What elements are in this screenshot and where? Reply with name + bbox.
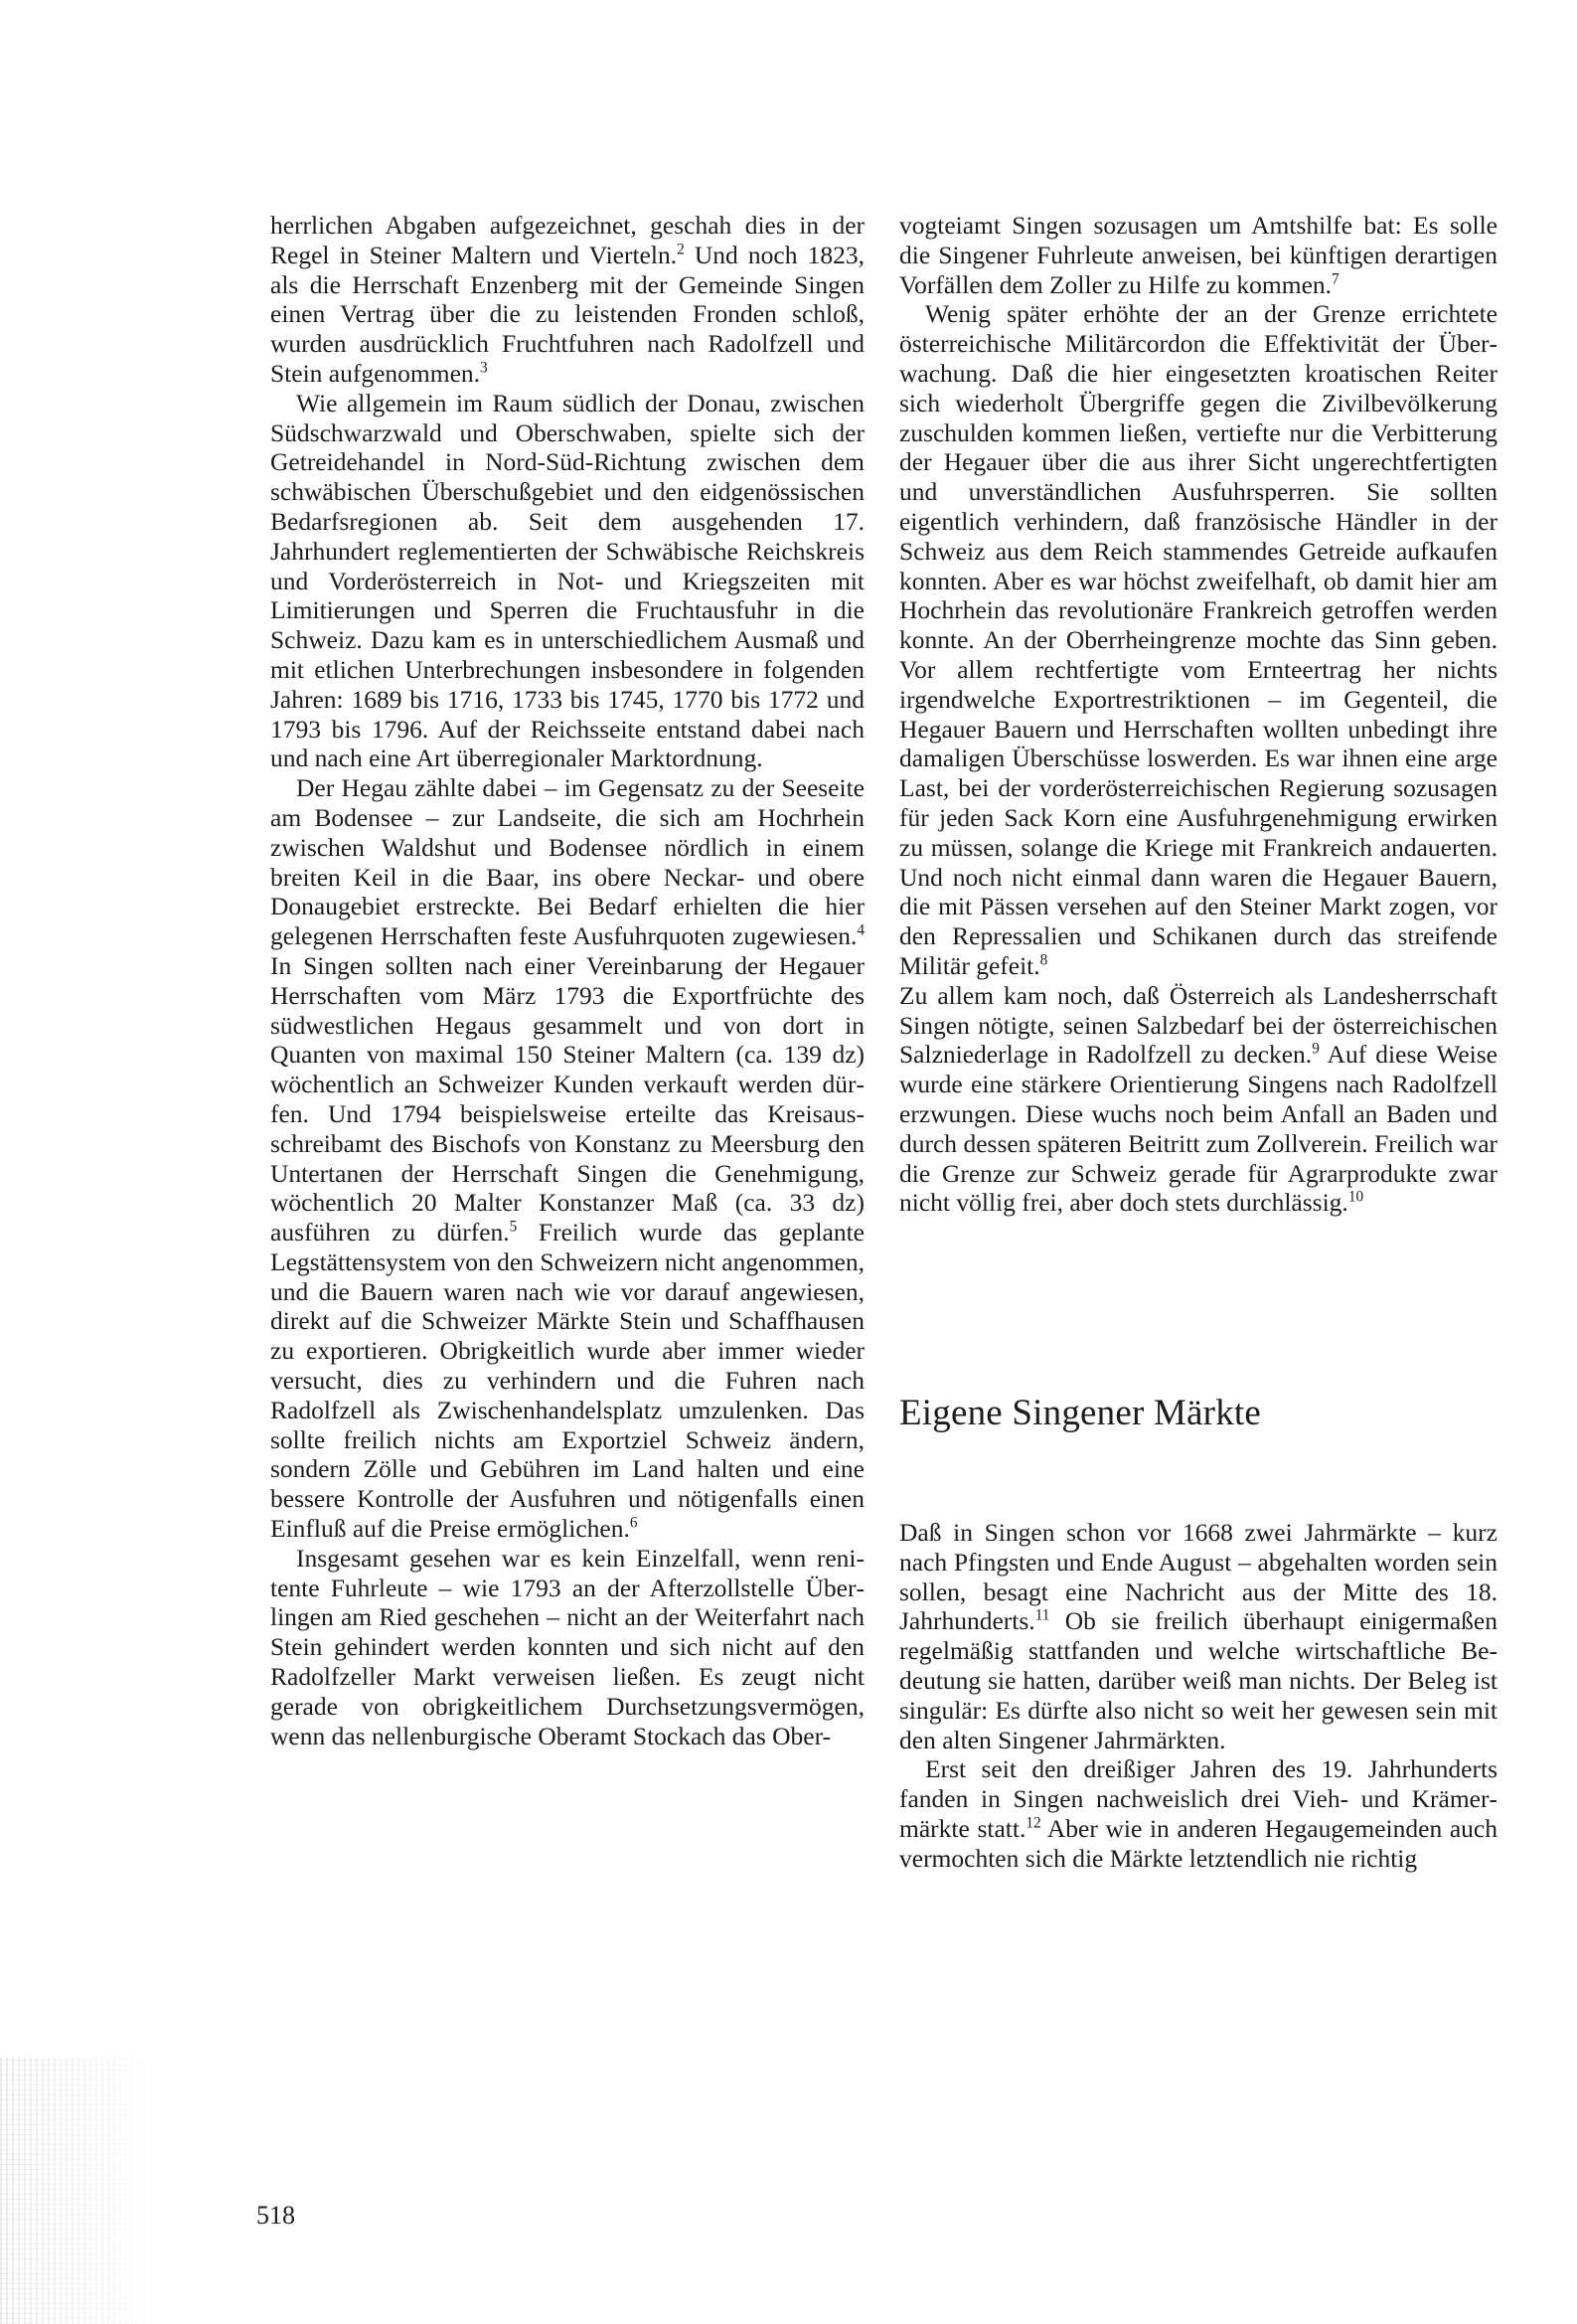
paragraph: Daß in Singen schon vor 1668 zwei Jahrmärkte – kurz nach Pfingsten und Ende August – abgehalten worden sein sollen, besagt eine Nachricht aus der Mitte des 18. Jahrhunderts.$^{11}$ Ob sie freilich überhaupt einigermaßen regelmäßig stattfanden und welche wirtschaftliche Bedeutung sie hatten, darüber weiß man nichts. Der Beleg ist singulär: Es dürfte also nicht so weit her gewesen sein mit den alten Singener Jahrmärkten.: [899, 1518, 1498, 1754]
paragraph: Der Hegau zählte dabei – im Gegensatz zu der Seeseite am Bodensee – zur Landseite, die sich am Hochrhein zwischen Waldshut und Bodensee nördlich in einem breiten Keil in die Baar, ins obere Neckar- und obere Donaugebiet erstreckte. Bei Bedarf erhielten die hier gelegenen Herrschaften feste Ausfuhrquoten zugewiesen.$^4$ In Singen sollten nach einer Vereinbarung der Hegauer Herrschaften vom März 1793 die Exportfrüchte des südwestlichen Hegaus gesammelt und von dort in Quanten von maximal 150 Steiner Maltern (ca. 139 dz) wöchentlich an Schweizer Kunden verkauft werden dürfen. Und 1794 beispielsweise erteilte das Kreisausschreibamt des Bischofs von Konstanz zu Meersburg den Untertanen der Herrschaft Singen die Genehmigung, wöchentlich 20 Malter Konstanzer Maß (ca. 33 dz) ausführen zu dürfen.$^5$ Freilich wurde das geplante Legstättensystem von den Schweizern nicht angenommen, und die Bauern waren nach wie vor darauf angewiesen, direkt auf die Schweizer Märkte Stein und Schaffhausen zu exportieren. Obrigkeitlich wurde aber immer wieder versucht, dies zu verhindern und die Fuhren nach Radolfzell als Zwischenhandelsplatz umzulenken. Das sollte freilich nichts am Exportziel Schweiz ändern, sondern Zölle und Gebühren im Land halten und eine bessere Kontrolle der Ausfuhren und nötigenfalls einen Einfluß auf die Preise ermöglichen.$^6$: [270, 773, 865, 1544]
paragraph: Wie allgemein im Raum südlich der Donau, zwischen Südschwarzwald und Oberschwaben, spielte sich der Getreidehandel in Nord-Süd-Richtung zwischen dem schwäbischen Überschußgebiet und den eidgenössischen Bedarfsregionen ab. Seit dem ausgehenden 17. Jahrhundert reglementierten der Schwäbische Reichskreis und Vorderösterreich in Not- und Kriegszeiten mit Limitierungen und Sperren die Fruchtausfuhr in die Schweiz. Dazu kam es in unterschiedlichem Ausmaß und mit etlichen Unterbrechungen insbesondere in folgenden Jahren: 1689 bis 1716, 1733 bis 1745, 1770 bis 1772 und 1793 bis 1796. Auf der Reichsseite entstand dabei nach und nach eine Art überregionaler Marktordnung.: [270, 388, 865, 773]
footnote-ref: 4: [857, 921, 865, 939]
paragraph: Wenig später erhöhte der an der Grenze errichtete österreichische Militärcordon die Effektivität der Überwachung. Daß die hier eingesetzten kroatischen Reiter sich wiederholt Übergriffe gegen die Zivilbevölkerung zuschulden kommen ließen, vertiefte nur die Verbitterung der Hegauer über die aus ihrer Sicht ungerechtfertigten und unverständlichen Ausfuhrsperren. Sie sollten eigentlich verhindern, daß französische Händler in der Schweiz aus dem Reich stammendes Getreide aufkaufen konnten. Aber es war höchst zweifelhaft, ob damit hier am Hochrhein das revolutionäre Frankreich getroffen werden konnte. An der Oberrheingrenze mochte das Sinn geben. Vor allem rechtfertigte vom Ernteertrag her nichts irgendwelche Exportrestriktionen – im Gegenteil, die Hegauer Bauern und Herrschaften wollten unbedingt ihre damaligen Überschüsse loswerden. Es war ihnen eine arge Last, bei der vorderösterreichischen Regierung sozusagen für jeden Sack Korn eine Ausfuhrgenehmigung erwirken zu müssen, solange die Kriege mit Frankreich andauerten. Und noch nicht einmal dann waren die Hegauer Bauern, die mit Pässen versehen auf den Steiner Markt zogen, vor den Repressalien und Schikanen durch das streifende Militär gefeit.$^8$: [899, 299, 1498, 980]
paragraph: herrlichen Abgaben aufgezeichnet, geschah dies in der Regel in Steiner Maltern und Vierteln.$^2$ Und noch 1823, als die Herrschaft Enzenberg mit der Gemeinde Singen einen Vertrag über die zu leistenden Fronden schloß, wurden ausdrücklich Fruchtfuhren nach Radolfzell und Stein aufgenommen.$^3$: [270, 211, 865, 388]
footnote-ref: 8: [1039, 951, 1048, 969]
footnote-ref: 11: [1034, 1606, 1050, 1624]
section-spacer: [899, 1218, 1498, 1393]
paragraph: Zu allem kam noch, daß Österreich als Landesherrschaft Singen nötigte, seinen Salzbedarf bei der österreichischen Salzniederlage in Radolfzell zu decken.$^9$ Auf diese Weise wurde eine stärkere Orientierung Singens nach Radolfzell erzwungen. Diese wuchs noch beim Anfall an Baden und durch dessen späteren Beitritt zum Zollverein. Freilich war die Grenze zur Schweiz gerade für Agrarprodukte zwar nicht völlig frei, aber doch stets durchlässig.$^{10}$: [899, 980, 1498, 1218]
section-heading: Eigene Singener Märkte: [899, 1393, 1261, 1434]
paragraph: Insgesamt gesehen war es kein Einzelfall, wenn renitente Fuhrleute – wie 1793 an der Afterzollstelle Überlingen am Ried geschehen – nicht an der Weiterfahrt nach Stein gehindert werden konnten und sich nicht auf den Radolfzeller Markt verweisen ließen. Es zeugt nicht gerade von obrigkeitlichem Durchsetzungsvermögen, wenn das nellenburgische Oberamt Stockach das Ober-: [270, 1543, 865, 1750]
footnote-ref: 2: [677, 241, 685, 258]
left-column: [270, 211, 865, 1750]
footnote-ref: 9: [1312, 1040, 1320, 1058]
paragraph: vogteiamt Singen sozusagen um Amtshilfe bat: Es solle die Singener Fuhrleute anweisen, bei künftigen derartigen Vorfällen dem Zoller zu Hilfe zu kommen.$^7$: [899, 211, 1498, 299]
footnote-ref: 7: [1332, 270, 1340, 288]
footnote-ref: 10: [1347, 1188, 1364, 1206]
section-spacer: [899, 1434, 1498, 1518]
footnote-ref: 3: [480, 359, 488, 377]
footnote-ref: 6: [629, 1514, 638, 1532]
scan-edge-artifact: [0, 2058, 159, 2324]
paragraph: Erst seit den dreißiger Jahren des 19. Jahrhunderts fanden in Singen nachweislich drei Vieh- und Krämermärkte statt.$^{12}$ Aber wie in anderen Hegaugemeinden auch vermochten sich die Märkte letztendlich nie richtig: [899, 1754, 1498, 1873]
right-column: [899, 211, 1498, 1874]
footnote-ref: 12: [1025, 1814, 1041, 1832]
footnote-ref: 5: [509, 1218, 518, 1236]
page-number: 518: [256, 2201, 295, 2230]
